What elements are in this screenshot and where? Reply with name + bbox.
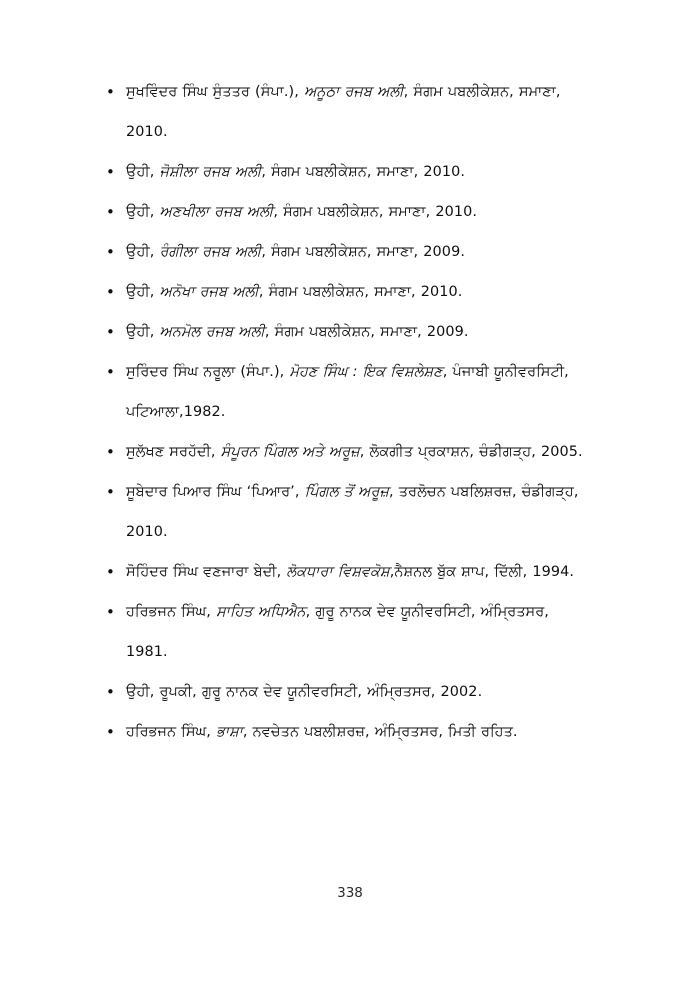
bibliography-entry-text — [126, 592, 590, 672]
bullet-icon: • — [106, 203, 115, 221]
bullet-icon: • — [106, 323, 115, 341]
entry-segment: ,ਨੈਸ਼ਨਲ ਬੁੱਕ ਸ਼ਾਪ, ਦਿੱਲੀ, 1994. — [389, 564, 575, 580]
bibliography-entry-text — [126, 472, 590, 552]
bibliography-entry — [100, 152, 590, 192]
bibliography-entry-text — [126, 272, 590, 312]
entry-segment: ਉਹੀ, — [126, 204, 160, 220]
bibliography-entry — [100, 712, 590, 752]
bullet-icon: • — [106, 683, 115, 701]
entry-segment: ਉਹੀ, — [126, 284, 160, 300]
work-title: ਮੋਹਣ ਸਿੰਘ : ਇਕ ਵਿਸ਼ਲੇਸ਼ਣ — [289, 364, 443, 380]
bullet-icon: • — [106, 483, 115, 501]
entry-segment: , ਨਵਚੇਤਨ ਪਬਲੀਸ਼ਰਜ਼, ਅੰਮ੍ਰਿਤਸਰ, ਮਿਤੀ ਰਹਿਤ. — [242, 724, 518, 740]
bibliography-entry — [100, 72, 590, 152]
bibliography-entry — [100, 272, 590, 312]
entry-segment: ਸੁਖਵਿੰਦਰ ਸਿੰਘ ਸੁੰਤਤਰ (ਸੰਪਾ.), — [126, 84, 305, 100]
bibliography-entry — [100, 592, 590, 672]
page-number: 338 — [337, 885, 363, 901]
bibliography-list — [100, 72, 590, 752]
bibliography-section — [100, 72, 590, 752]
entry-segment: , ਸੰਗਮ ਪਬਲੀਕੇਸ਼ਨ, ਸਮਾਣਾ, 2010. — [258, 284, 463, 300]
entry-segment: , ਸੰਗਮ ਪਬਲੀਕੇਸ਼ਨ, ਸਮਾਣਾ, 2010. — [273, 204, 478, 220]
entry-segment: ਸੁਲੱਖਣ ਸਰਹੱਦੀ, — [126, 444, 221, 460]
work-title: ਜੋਸ਼ੀਲਾ ਰਜਬ ਅਲੀ — [159, 164, 262, 180]
entry-segment: , ਸੰਗਮ ਪਬਲੀਕੇਸ਼ਨ, ਸਮਾਣਾ, 2010. — [126, 84, 561, 140]
bullet-icon: • — [106, 443, 115, 461]
bibliography-entry — [100, 312, 590, 352]
bullet-icon: • — [106, 603, 115, 621]
entry-segment: , ਸੰਗਮ ਪਬਲੀਕੇਸ਼ਨ, ਸਮਾਣਾ, 2009. — [264, 324, 469, 340]
entry-segment: ਸੋਹਿੰਦਰ ਸਿੰਘ ਵਣਜਾਰਾ ਬੇਦੀ, — [126, 564, 287, 580]
entry-segment: , ਤਰਲੋਚਨ ਪਬਲਿਸ਼ਰਜ਼, ਚੰਡੀਗੜ੍ਹ, 2010. — [126, 484, 579, 540]
work-title: ਲੋਕਧਾਰਾ ਵਿਸ਼ਵਕੋਸ਼ — [286, 564, 390, 580]
entry-segment: ਉਹੀ, — [126, 164, 160, 180]
work-title: ਸੰਪੂਰਨ ਪਿੰਗਲ ਅਤੇ ਅਰੂਜ਼ — [220, 444, 360, 460]
work-title: ਸਾਹਿਤ ਅਧਿਐਨ — [216, 604, 306, 620]
bibliography-entry — [100, 352, 590, 432]
bibliography-entry-text — [126, 712, 590, 752]
entry-segment: ਉਹੀ, — [126, 244, 160, 260]
entry-segment: , ਗੁਰੂ ਨਾਨਕ ਦੇਵ ਯੂਨੀਵਰਸਿਟੀ, ਅੰਮ੍ਰਿਤਸਰ, 1981. — [126, 604, 549, 660]
bibliography-entry — [100, 672, 590, 712]
work-title: ਪਿੰਗਲ ਤੋਂ ਅਰੂਜ਼ — [304, 484, 389, 500]
bullet-icon: • — [106, 363, 115, 381]
bibliography-entry — [100, 472, 590, 552]
work-title: ਭਾਸ਼ਾ — [216, 724, 243, 740]
bullet-icon: • — [106, 83, 115, 101]
bibliography-entry-text — [126, 672, 590, 712]
bullet-icon: • — [106, 243, 115, 261]
bibliography-entry-text — [126, 352, 590, 432]
entry-segment: ਉਹੀ, — [126, 324, 160, 340]
bibliography-entry-text — [126, 432, 590, 472]
bibliography-entry-text — [126, 232, 590, 272]
work-title: ਅਣਖੀਲਾ ਰਜਬ ਅਲੀ — [159, 204, 274, 220]
bibliography-entry — [100, 232, 590, 272]
bibliography-entry — [100, 192, 590, 232]
entry-segment: ਹਰਿਭਜਨ ਸਿੰਘ, — [126, 724, 217, 740]
bullet-icon: • — [106, 563, 115, 581]
bullet-icon: • — [106, 723, 115, 741]
bibliography-entry-text — [126, 192, 590, 232]
entry-segment: ਹਰਿਭਜਨ ਸਿੰਘ, — [126, 604, 217, 620]
work-title: ਅਨਮੋਲ ਰਜਬ ਅਲੀ — [159, 324, 265, 340]
bibliography-entry — [100, 552, 590, 592]
work-title: ਅਨੋਖਾ ਰਜਬ ਅਲੀ — [159, 284, 259, 300]
work-title: ਅਨੂਠਾ ਰਜਬ ਅਲੀ — [304, 84, 404, 100]
entry-segment: , ਸੰਗਮ ਪਬਲੀਕੇਸ਼ਨ, ਸਮਾਣਾ, 2009. — [261, 244, 465, 260]
bibliography-entry-text — [126, 72, 590, 152]
entry-segment: , ਪੰਜਾਬੀ ਯੂਨੀਵਰਸਿਟੀ, ਪਟਿਆਲਾ,1982. — [126, 364, 569, 420]
bibliography-entry-text — [126, 152, 590, 192]
bullet-icon: • — [106, 163, 115, 181]
bibliography-entry — [100, 432, 590, 472]
bibliography-entry-text — [126, 552, 590, 592]
entry-segment: ਸੁਰਿੰਦਰ ਸਿੰਘ ਨਰੂਲਾ (ਸੰਪਾ.), — [126, 364, 290, 380]
bibliography-entry-text — [126, 312, 590, 352]
entry-segment: ਸੂਬੇਦਾਰ ਪਿਆਰ ਸਿੰਘ ‘ਪਿਆਰ’, — [126, 484, 305, 500]
entry-segment: ਉਹੀ, ਰੂਪਕੀ, ਗੁਰੂ ਨਾਨਕ ਦੇਵ ਯੂਨੀਵਰਸਿਟੀ, ਅੰਮ੍ਰਿਤਸਰ, 2002. — [126, 684, 483, 700]
entry-segment: , ਲੋਕਗੀਤ ਪ੍ਰਕਾਸ਼ਨ, ਚੰਡੀਗੜ੍ਹ, 2005. — [359, 444, 583, 460]
work-title: ਰੰਗੀਲਾ ਰਜਬ ਅਲੀ — [159, 244, 262, 260]
bullet-icon: • — [106, 283, 115, 301]
entry-segment: , ਸੰਗਮ ਪਬਲੀਕੇਸ਼ਨ, ਸਮਾਣਾ, 2010. — [261, 164, 466, 180]
